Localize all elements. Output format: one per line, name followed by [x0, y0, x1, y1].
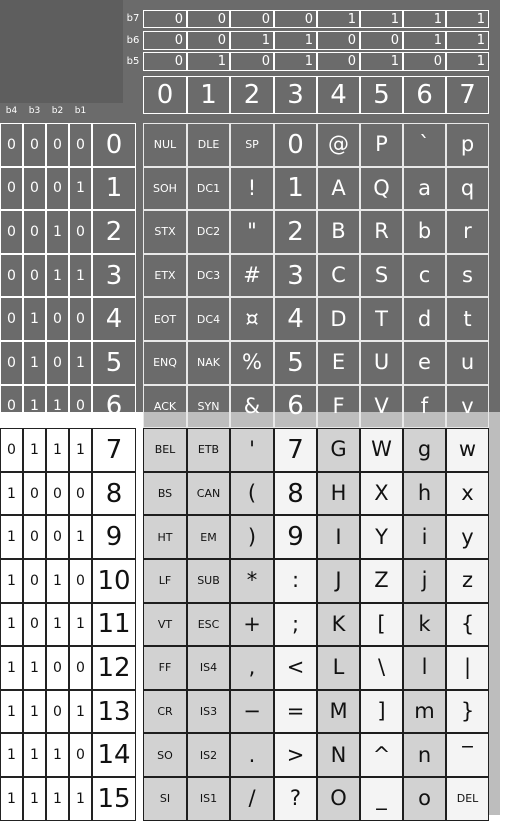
character-cell: r: [446, 210, 489, 254]
row-bit: 0: [23, 167, 46, 211]
character-cell: 8: [274, 472, 317, 516]
character-cell: Y: [360, 515, 403, 559]
character-cell: ]: [360, 690, 403, 734]
row-bit: 0: [46, 341, 69, 385]
row-bit: 0: [69, 733, 92, 777]
row-number: 11: [92, 603, 136, 647]
character-cell: |: [446, 646, 489, 690]
character-cell: P: [360, 123, 403, 167]
character-cell: z: [446, 559, 489, 603]
character-cell: s: [446, 254, 489, 298]
corner-block: [0, 0, 123, 103]
control-code-cell: DC2: [187, 210, 230, 254]
control-code-cell: VT: [143, 603, 187, 647]
character-cell: n: [403, 733, 446, 777]
character-cell: !: [230, 167, 274, 211]
row-number: 7: [92, 428, 136, 472]
row-bit-label: b3: [28, 106, 41, 116]
character-cell: 5: [274, 341, 317, 385]
column-bit: 0: [143, 31, 187, 50]
row-number: 10: [92, 559, 136, 603]
control-code-cell: CAN: [187, 472, 230, 516]
row-bit: 1: [46, 603, 69, 647]
character-cell: u: [446, 341, 489, 385]
row-number: 9: [92, 515, 136, 559]
character-cell: d: [403, 297, 446, 341]
control-code-cell: CR: [143, 690, 187, 734]
control-code-cell: IS1: [187, 777, 230, 821]
character-cell: p: [446, 123, 489, 167]
row-bit: 1: [46, 777, 69, 821]
character-cell: ;: [274, 603, 317, 647]
row-bit: 1: [46, 254, 69, 298]
character-cell: J: [317, 559, 360, 603]
row-number: 8: [92, 472, 136, 516]
row-bit: 0: [46, 646, 69, 690]
character-cell: ): [230, 515, 274, 559]
row-bit: 0: [46, 167, 69, 211]
row-bit: 1: [69, 603, 92, 647]
column-bit: 1: [360, 52, 403, 71]
column-bit: 1: [403, 10, 446, 28]
row-number: 0: [92, 123, 136, 167]
row-bit: 1: [0, 559, 23, 603]
character-cell: `: [403, 123, 446, 167]
character-cell: W: [360, 428, 403, 472]
column-bit: 0: [230, 52, 274, 71]
character-cell: I: [317, 515, 360, 559]
row-bit: 0: [46, 297, 69, 341]
column-bit: 0: [317, 52, 360, 71]
row-bit: 1: [46, 733, 69, 777]
control-code-cell: ESC: [187, 603, 230, 647]
row-number: 13: [92, 690, 136, 734]
row-bit: 1: [0, 646, 23, 690]
row-number: 3: [92, 254, 136, 298]
character-cell: ?: [274, 777, 317, 821]
character-cell: 3: [274, 254, 317, 298]
control-code-cell: SUB: [187, 559, 230, 603]
character-cell: ^: [360, 733, 403, 777]
character-cell: #: [230, 254, 274, 298]
character-cell: x: [446, 472, 489, 516]
column-bit: 1: [230, 31, 274, 50]
character-cell: }: [446, 690, 489, 734]
control-code-cell: IS4: [187, 646, 230, 690]
row-bit: 0: [0, 385, 23, 429]
character-cell: +: [230, 603, 274, 647]
character-cell: ‾: [446, 733, 489, 777]
character-cell: =: [274, 690, 317, 734]
control-code-cell: DC3: [187, 254, 230, 298]
column-bit: 0: [317, 31, 360, 50]
character-cell: E: [317, 341, 360, 385]
row-number: 1: [92, 167, 136, 211]
row-bit: 1: [0, 515, 23, 559]
row-bit-label: b4: [5, 106, 18, 116]
row-bit: 1: [69, 341, 92, 385]
control-code-cell: DEL: [446, 777, 489, 821]
control-code-cell: IS3: [187, 690, 230, 734]
row-bit: 1: [0, 777, 23, 821]
character-cell: B: [317, 210, 360, 254]
control-code-cell: SP: [230, 123, 274, 167]
column-bit: 1: [274, 31, 317, 50]
control-code-cell: ETB: [187, 428, 230, 472]
row-bit: 0: [69, 123, 92, 167]
row-bit: 0: [0, 167, 23, 211]
character-cell: ¤: [230, 297, 274, 341]
character-cell: F: [317, 385, 360, 429]
character-cell: N: [317, 733, 360, 777]
character-cell: *: [230, 559, 274, 603]
character-cell: [: [360, 603, 403, 647]
control-code-cell: BS: [143, 472, 187, 516]
column-bit: 0: [403, 52, 446, 71]
character-cell: U: [360, 341, 403, 385]
character-cell: k: [403, 603, 446, 647]
column-bit: 1: [317, 10, 360, 28]
character-cell: _: [360, 777, 403, 821]
column-number: 4: [317, 76, 360, 114]
row-bit: 1: [23, 428, 46, 472]
row-bit: 0: [0, 297, 23, 341]
character-cell: ,: [230, 646, 274, 690]
control-code-cell: SI: [143, 777, 187, 821]
character-cell: K: [317, 603, 360, 647]
character-cell: S: [360, 254, 403, 298]
character-cell: {: [446, 603, 489, 647]
row-bit: 1: [0, 690, 23, 734]
character-cell: f: [403, 385, 446, 429]
row-bit: 1: [69, 515, 92, 559]
row-bit: 1: [23, 341, 46, 385]
row-bit: 0: [23, 559, 46, 603]
control-code-cell: DC4: [187, 297, 230, 341]
control-code-cell: ETX: [143, 254, 187, 298]
row-number: 14: [92, 733, 136, 777]
character-cell: C: [317, 254, 360, 298]
row-number: 12: [92, 646, 136, 690]
control-code-cell: EM: [187, 515, 230, 559]
row-bit: 1: [46, 385, 69, 429]
control-code-cell: EOT: [143, 297, 187, 341]
character-cell: 0: [274, 123, 317, 167]
row-bit: 1: [46, 428, 69, 472]
character-cell: g: [403, 428, 446, 472]
character-cell: −: [230, 690, 274, 734]
character-cell: 9: [274, 515, 317, 559]
row-bit: 1: [69, 777, 92, 821]
character-cell: X: [360, 472, 403, 516]
row-bit: 1: [0, 603, 23, 647]
row-bit: 0: [23, 210, 46, 254]
column-bit: 1: [446, 31, 489, 50]
character-cell: ": [230, 210, 274, 254]
row-bit: 0: [0, 210, 23, 254]
row-bit: 0: [69, 472, 92, 516]
control-code-cell: LF: [143, 559, 187, 603]
row-bit: 0: [46, 472, 69, 516]
row-bit: 0: [23, 515, 46, 559]
character-cell: a: [403, 167, 446, 211]
character-cell: V: [360, 385, 403, 429]
character-cell: >: [274, 733, 317, 777]
character-cell: R: [360, 210, 403, 254]
character-cell: \: [360, 646, 403, 690]
character-cell: m: [403, 690, 446, 734]
character-cell: v: [446, 385, 489, 429]
column-bit: 0: [143, 10, 187, 28]
row-number: 5: [92, 341, 136, 385]
row-bit: 1: [23, 385, 46, 429]
character-cell: j: [403, 559, 446, 603]
row-bit: 0: [69, 385, 92, 429]
character-cell: @: [317, 123, 360, 167]
character-cell: T: [360, 297, 403, 341]
character-cell: e: [403, 341, 446, 385]
control-code-cell: ACK: [143, 385, 187, 429]
row-bit: 1: [23, 646, 46, 690]
column-bit: 0: [187, 31, 230, 50]
row-number: 15: [92, 777, 136, 821]
control-code-cell: HT: [143, 515, 187, 559]
character-cell: /: [230, 777, 274, 821]
control-code-cell: IS2: [187, 733, 230, 777]
row-bit-label: b2: [51, 106, 64, 116]
character-cell: b: [403, 210, 446, 254]
column-number: 6: [403, 76, 446, 114]
row-bit: 0: [46, 123, 69, 167]
character-cell: 2: [274, 210, 317, 254]
control-code-cell: SYN: [187, 385, 230, 429]
character-cell: ': [230, 428, 274, 472]
character-cell: q: [446, 167, 489, 211]
character-cell: 7: [274, 428, 317, 472]
row-number: 6: [92, 385, 136, 429]
character-cell: L: [317, 646, 360, 690]
row-bit: 1: [23, 690, 46, 734]
row-bit: 1: [23, 297, 46, 341]
character-cell: c: [403, 254, 446, 298]
row-bit: 1: [23, 777, 46, 821]
column-bit: 0: [143, 52, 187, 71]
column-bit: 1: [403, 31, 446, 50]
row-bit: 0: [69, 559, 92, 603]
column-bit: 1: [446, 10, 489, 28]
control-code-cell: DC1: [187, 167, 230, 211]
character-cell: 4: [274, 297, 317, 341]
row-bit: 0: [0, 254, 23, 298]
column-number: 3: [274, 76, 317, 114]
column-bit: 1: [360, 10, 403, 28]
row-bit: 0: [0, 341, 23, 385]
character-cell: 1: [274, 167, 317, 211]
character-cell: l: [403, 646, 446, 690]
character-cell: M: [317, 690, 360, 734]
character-cell: .: [230, 733, 274, 777]
control-code-cell: STX: [143, 210, 187, 254]
column-bit: 0: [274, 10, 317, 28]
row-bit: 0: [23, 123, 46, 167]
row-bit: 0: [46, 690, 69, 734]
column-bit: 0: [230, 10, 274, 28]
column-bit: 1: [187, 52, 230, 71]
column-bit-label: b7: [126, 13, 140, 24]
row-bit: 1: [23, 733, 46, 777]
character-cell: G: [317, 428, 360, 472]
row-bit: 1: [0, 733, 23, 777]
character-cell: i: [403, 515, 446, 559]
control-code-cell: DLE: [187, 123, 230, 167]
character-cell: (: [230, 472, 274, 516]
character-cell: Q: [360, 167, 403, 211]
control-code-cell: SO: [143, 733, 187, 777]
character-cell: y: [446, 515, 489, 559]
column-bit-label: b6: [126, 34, 140, 46]
control-code-cell: SOH: [143, 167, 187, 211]
row-bit: 1: [69, 167, 92, 211]
control-code-cell: ENQ: [143, 341, 187, 385]
row-bit: 1: [46, 559, 69, 603]
column-number: 0: [143, 76, 187, 114]
character-cell: %: [230, 341, 274, 385]
row-bit: 0: [46, 515, 69, 559]
character-cell: w: [446, 428, 489, 472]
character-cell: <: [274, 646, 317, 690]
row-number: 2: [92, 210, 136, 254]
column-bit: 0: [360, 31, 403, 50]
row-bit: 1: [69, 428, 92, 472]
row-bit: 1: [69, 690, 92, 734]
row-bit: 0: [0, 123, 23, 167]
character-cell: A: [317, 167, 360, 211]
row-bit: 1: [46, 210, 69, 254]
control-code-cell: BEL: [143, 428, 187, 472]
row-bit: 1: [69, 254, 92, 298]
character-cell: H: [317, 472, 360, 516]
character-cell: Z: [360, 559, 403, 603]
character-cell: t: [446, 297, 489, 341]
row-bit: 0: [0, 428, 23, 472]
character-cell: h: [403, 472, 446, 516]
column-bit: 1: [274, 52, 317, 71]
column-number: 2: [230, 76, 274, 114]
column-bit-label: b5: [126, 55, 140, 67]
column-number: 7: [446, 76, 489, 114]
character-cell: 6: [274, 385, 317, 429]
character-cell: &: [230, 385, 274, 429]
column-bit: 0: [187, 10, 230, 28]
row-number: 4: [92, 297, 136, 341]
row-bit: 0: [23, 472, 46, 516]
row-bit-label: b1: [74, 106, 87, 116]
row-bit: 1: [0, 472, 23, 516]
control-code-cell: NAK: [187, 341, 230, 385]
row-bit: 0: [69, 210, 92, 254]
row-bit: 0: [69, 297, 92, 341]
character-cell: :: [274, 559, 317, 603]
row-bit: 0: [23, 603, 46, 647]
row-bit: 0: [23, 254, 46, 298]
character-cell: D: [317, 297, 360, 341]
column-bit: 1: [446, 52, 489, 71]
column-number: 5: [360, 76, 403, 114]
row-bit: 0: [69, 646, 92, 690]
control-code-cell: FF: [143, 646, 187, 690]
character-cell: o: [403, 777, 446, 821]
control-code-cell: NUL: [143, 123, 187, 167]
character-cell: O: [317, 777, 360, 821]
column-number: 1: [187, 76, 230, 114]
